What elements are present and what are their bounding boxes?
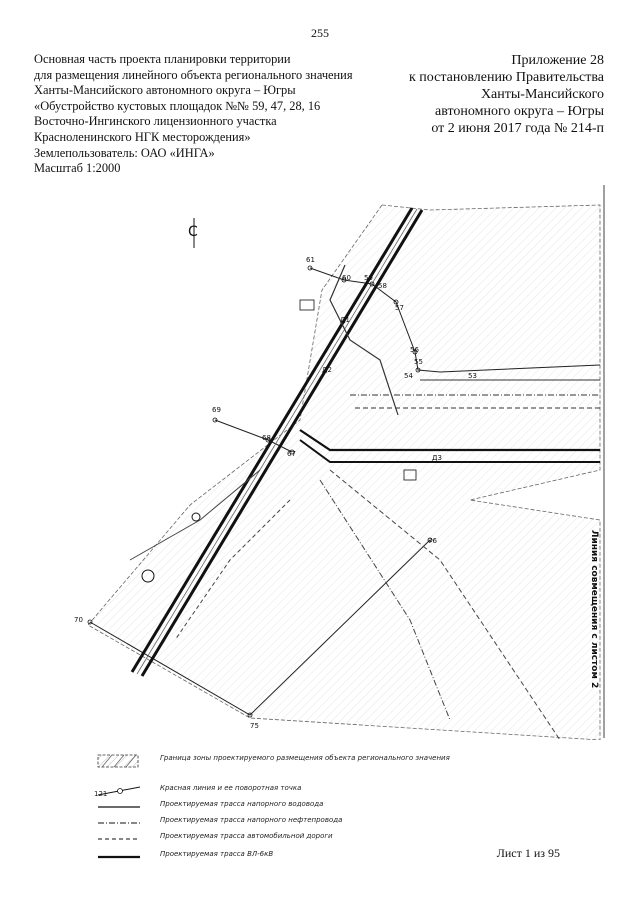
project-line: Восточно-Ингинского лицензионного участка [34,114,277,129]
point-label: 68 [262,434,271,442]
point-label: 60 [342,274,351,282]
point-label: 67 [287,450,296,458]
legend-text: Проектируемая трасса автомобильной дороги [160,832,333,840]
legend-text: Проектируемая трасса напорного нефтепровода [160,816,343,824]
point-label: 70 [74,616,83,624]
appendix-line: автономного округа – Югры [435,104,604,119]
legend-text: Проектируемая трасса напорного водовода [160,800,324,808]
project-line: «Обустройство кустовых площадок №№ 59, 47, 28, 16 [34,98,321,113]
point-label: 55 [414,358,423,366]
legend-item [96,752,476,770]
dashed-line-icon [96,830,142,848]
svg-text:С: С [188,224,198,240]
thick-line-icon [96,848,142,866]
legend-item [96,848,476,866]
legend-item [96,830,476,848]
planning-map [0,180,640,740]
land-user: Землепользователь: ОАО «ИНГА» [34,145,215,160]
page-number: 255 [311,26,329,40]
legend-point-number: 121 [94,790,108,798]
point-label: 61 [306,256,315,264]
project-line: Ханты-Мансийского автономного округа – Югры [34,83,296,98]
point-label: 76 [428,537,437,545]
project-line: Красноленинского НГК месторождения» [34,129,251,144]
appendix-header [370,52,604,137]
sheet-number: Лист 1 из 95 [496,846,560,860]
point-label: Д2 [322,366,332,374]
north-arrow-icon [188,218,198,248]
point-label: 53 [468,372,477,380]
appendix-title: Приложение 28 [511,53,604,68]
point-label: 75 [250,722,259,730]
appendix-line: к постановлению Правительства [408,70,604,85]
point-label: 54 [404,372,413,380]
legend-text: Проектируемая трасса ВЛ-6кВ [160,850,274,858]
point-label: 58 [378,282,387,290]
project-line: Основная часть проекта планировки территории [34,52,291,66]
appendix-line: Ханты-Мансийского [480,87,604,102]
point-label: 69 [212,406,221,414]
point-label: 59 [364,274,373,282]
legend-text: Граница зоны проектируемого размещения объекта регионального значения [160,754,450,762]
project-line: для размещения линейного объекта регионального значения [34,67,353,82]
point-label: 57 [395,304,404,312]
sheet-join-label: Линия совмещения с листом 2 [589,530,599,689]
scale: Масштаб 1:2000 [34,161,121,176]
point-label: 56 [410,346,419,354]
appendix-date: от 2 июня 2017 года № 214-п [431,121,604,136]
legend-text: Красная линия и ее поворотная точка [160,784,302,792]
point-label: Д3 [432,454,442,462]
project-description [34,52,374,177]
point-label: Д1 [340,316,350,324]
hatched-zone-icon [96,752,142,770]
zone-boundary [88,205,600,740]
